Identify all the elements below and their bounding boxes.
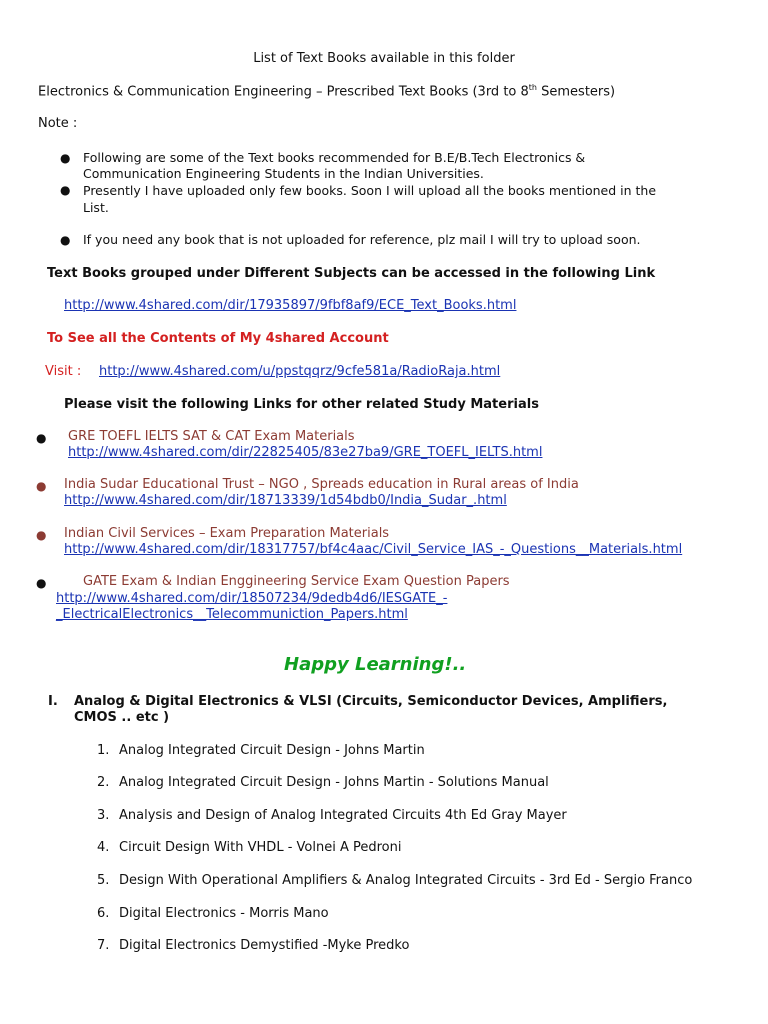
book-number: 2. — [97, 775, 110, 790]
book-number: 6. — [97, 906, 110, 921]
related-item-link[interactable]: http://www.4shared.com/dir/18507234/9dedb4d6/IESGATE_- — [56, 591, 448, 606]
account-link[interactable]: http://www.4shared.com/u/ppstqqrz/9cfe581a/RadioRaja.html — [99, 364, 501, 379]
visit-label: Visit : — [45, 364, 82, 379]
note-item: Presently I have uploaded only few books. Soon I will upload all the books mentioned in the List. — [83, 183, 657, 215]
book-title: Analysis and Design of Analog Integrated Circuits 4th Ed Gray Mayer — [119, 808, 567, 823]
account-heading: To See all the Contents of My 4shared Account — [47, 331, 389, 346]
section-numeral: I. — [48, 694, 58, 709]
book-title: Design With Operational Amplifiers & Analog Integrated Circuits - 3rd Ed - Sergio Franco — [119, 873, 693, 888]
related-item-title: GATE Exam & Indian Enggineering Service Exam Question Papers — [83, 574, 510, 589]
book-number: 4. — [97, 840, 110, 855]
related-item-link[interactable]: http://www.4shared.com/dir/18713339/1d54bdb0/India_Sudar_.html — [64, 493, 507, 508]
bullet-icon: ● — [60, 151, 71, 165]
book-number: 7. — [97, 938, 110, 953]
section-heading: Analog & Digital Electronics & VLSI (Circuits, Semiconductor Devices, Amplifiers, CMOS .. etc ) — [74, 694, 668, 725]
book-title: Analog Integrated Circuit Design - Johns Martin — [119, 743, 425, 758]
bullet-icon: ● — [36, 576, 47, 590]
page-subtitle: Electronics & Communication Engineering – Prescribed Text Books (3rd to 8th Semesters) — [38, 83, 616, 100]
book-title: Digital Electronics Demystified -Myke Predko — [119, 938, 410, 953]
subjects-link[interactable]: http://www.4shared.com/dir/17935897/9fbf8af9/ECE_Text_Books.html — [64, 298, 517, 313]
book-number: 3. — [97, 808, 110, 823]
bullet-icon: ● — [60, 233, 71, 247]
note-item: If you need any book that is not uploaded for reference, plz mail I will try to upload soon. — [83, 232, 641, 247]
subjects-heading: Text Books grouped under Different Subjects can be accessed in the following Link — [47, 266, 656, 281]
page-title: List of Text Books available in this folder — [253, 51, 515, 66]
book-number: 5. — [97, 873, 110, 888]
bullet-icon: ● — [36, 431, 47, 445]
related-item-title: GRE TOEFL IELTS SAT & CAT Exam Materials — [68, 429, 355, 444]
related-item-link[interactable]: http://www.4shared.com/dir/22825405/83e27ba9/GRE_TOEFL_IELTS.html — [68, 445, 543, 460]
bullet-icon: ● — [60, 183, 71, 197]
book-title: Digital Electronics - Morris Mano — [119, 906, 329, 921]
note-item: Following are some of the Text books recommended for B.E/B.Tech Electronics & Communication Engineering Students in the Indian Universities. — [83, 150, 586, 181]
related-item-title: India Sudar Educational Trust – NGO , Spreads education in Rural areas of India — [64, 477, 579, 492]
book-number: 1. — [97, 743, 110, 758]
related-item-title: Indian Civil Services – Exam Preparation Materials — [64, 526, 390, 541]
book-title: Circuit Design With VHDL - Volnei A Pedroni — [119, 840, 402, 855]
note-label: Note : — [38, 116, 78, 131]
book-title: Analog Integrated Circuit Design - Johns Martin - Solutions Manual — [119, 775, 549, 790]
related-item-link[interactable]: http://www.4shared.com/dir/18317757/bf4c4aac/Civil_Service_IAS_-_Questions__Materials.html — [64, 542, 683, 557]
bullet-icon: ● — [36, 479, 47, 493]
bullet-icon: ● — [36, 528, 47, 542]
related-item-link[interactable]: _ElectricalElectronics__Telecommuniction_Papers.html — [56, 607, 408, 622]
closing-message: Happy Learning!.. — [284, 654, 467, 675]
related-heading: Please visit the following Links for other related Study Materials — [64, 397, 539, 412]
